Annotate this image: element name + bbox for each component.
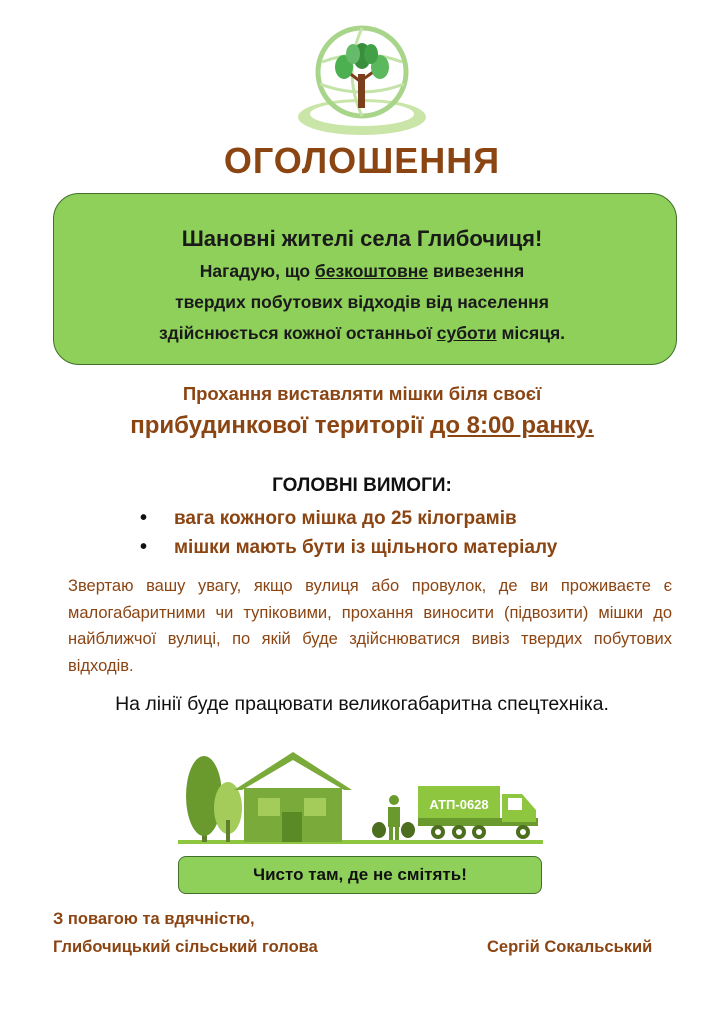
notice-line-1 <box>0 261 724 282</box>
bullet-icon: • <box>140 536 148 558</box>
signature-position: Глибочицький сільський голова <box>53 938 318 956</box>
equipment-note: На лінії буде працювати великогабаритна спецтехніка. <box>115 693 609 715</box>
request-line-1: Прохання виставляти мішки біля своєї <box>182 383 542 404</box>
bullet-icon: • <box>140 507 148 529</box>
notice-line-3-tail: місяця. <box>496 323 566 343</box>
signature-name: Сергій Сокальський <box>487 938 653 956</box>
greeting-heading: Шановні жителі села Глибочиця! <box>181 226 543 251</box>
info-paragraph: Звертаю вашу увагу, якщо вулиця або провулок, де ви проживаєте є малогабаритними чи тупіковими, прохання виносити (підвозити) мішки до найближчої вулиці, по якій буде здійснюватися вивіз твердих побутових відходів. <box>68 577 672 675</box>
requirements-heading: ГОЛОВНІ ВИМОГИ: <box>272 475 452 496</box>
signature-closing: З повагою та вдячністю, <box>53 910 255 928</box>
requirement-text: вага кожного мішка до 25 кілограмів <box>174 507 517 529</box>
notice-line-2: твердих побутових відходів від населення <box>175 292 549 312</box>
eco-tree-globe-logo <box>292 22 432 140</box>
slogan-text: Чисто там, де не смітять! <box>253 865 467 884</box>
notice-line-3 <box>0 323 724 344</box>
notice-line-1-tail: вивезення <box>428 261 525 281</box>
requirement-text: мішки мають бути із щільного матеріалу <box>174 536 558 558</box>
requirement-item <box>140 536 557 559</box>
free-emphasis: безкоштовне <box>314 261 429 281</box>
notice-line-1-text: Нагадую, що <box>199 261 315 281</box>
truck-label: АТП-0628 <box>429 797 489 812</box>
notice-line-3-text: здійснюється кожної останньої <box>158 323 437 343</box>
deadline-emphasis: до 8:00 ранку. <box>430 412 594 439</box>
request-line-2 <box>0 412 724 440</box>
requirement-item <box>140 507 517 530</box>
request-line-2-text: прибудинкової території <box>130 412 431 439</box>
saturday-emphasis: суботи <box>436 323 497 343</box>
house-truck-illustration <box>178 750 543 854</box>
announcement-title: ОГОЛОШЕННЯ <box>223 140 501 181</box>
